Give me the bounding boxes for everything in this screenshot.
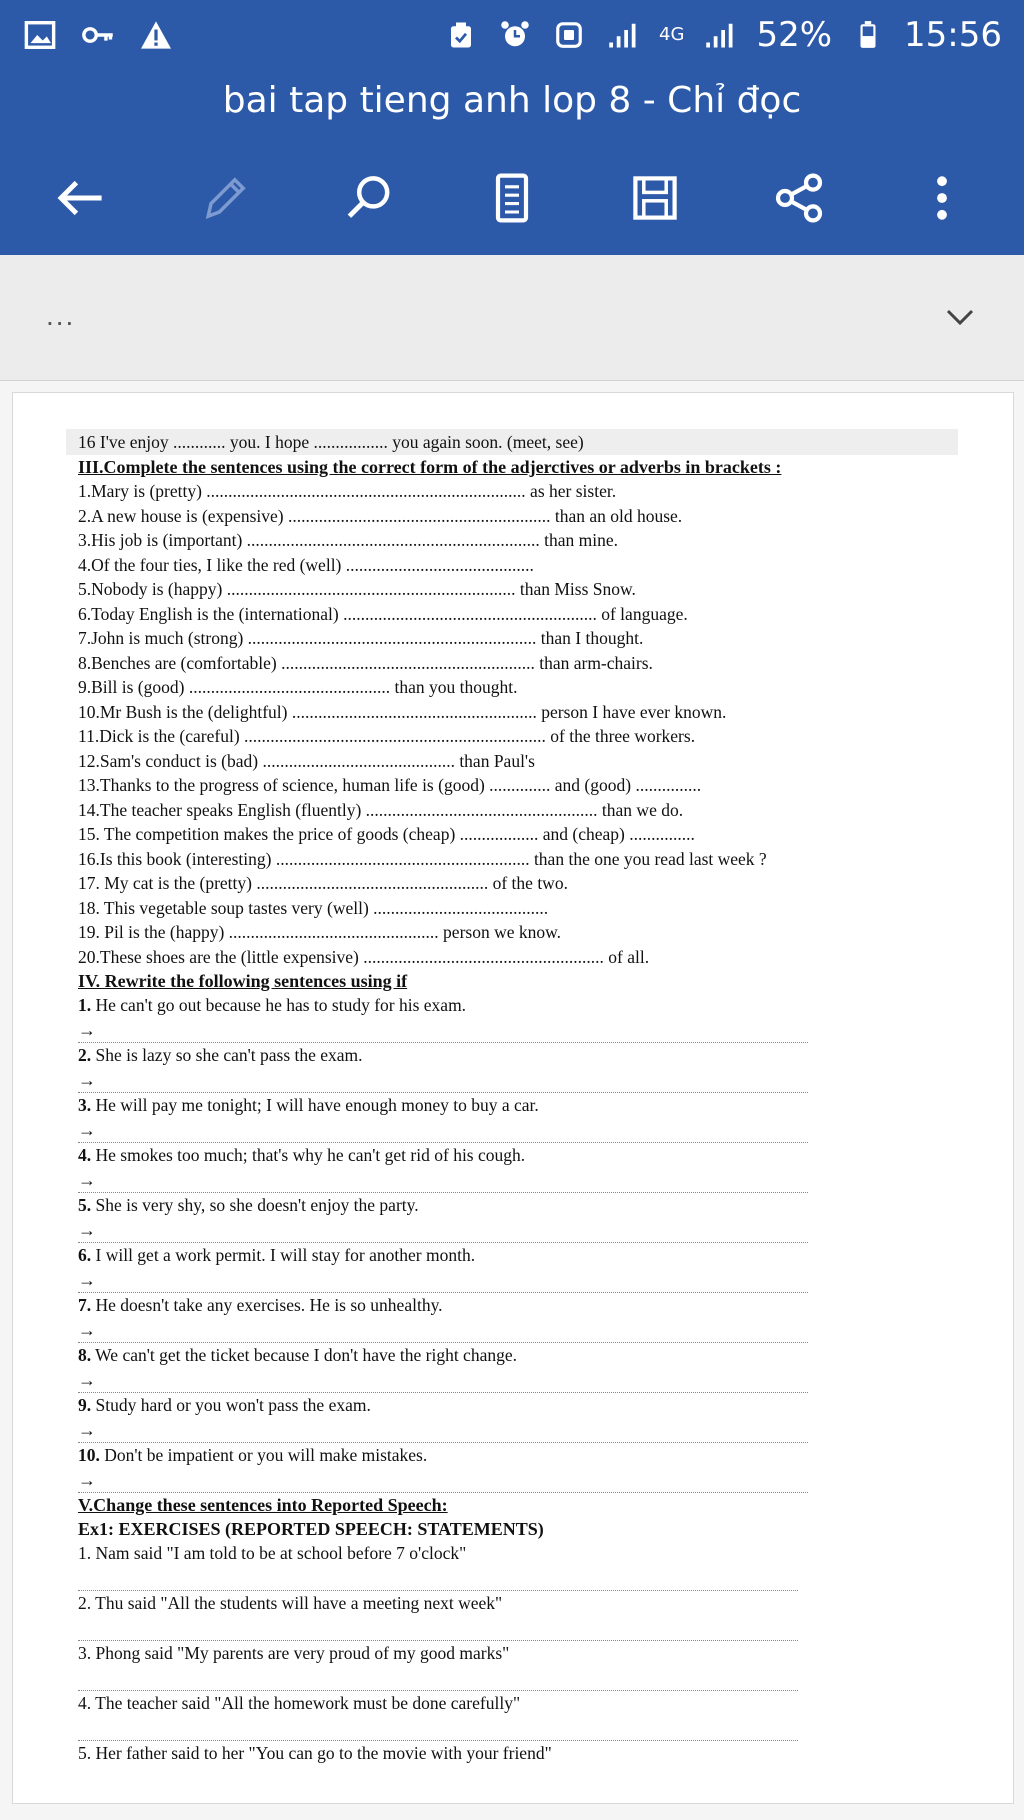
question-number: 5. [78, 1195, 92, 1215]
share-icon [771, 170, 827, 226]
exercise-line: 8.Benches are (comfortable) .......................................................... than arm-chairs. [78, 652, 653, 673]
search-icon [341, 170, 397, 226]
exercise-line: 17. My cat is the (pretty) ..................................................... of the two. [78, 873, 568, 893]
nfc-icon [551, 19, 587, 51]
answer-line: → [78, 1068, 808, 1094]
answer-line: → [78, 1418, 808, 1444]
rewrite-question [78, 1043, 958, 1068]
search-button[interactable] [334, 163, 404, 233]
exercise-line: 7.John is much (strong) .................................................................. than I thought. [78, 628, 644, 648]
question-number: 2. [78, 1045, 92, 1065]
signal-icon [605, 19, 641, 51]
save-alarm-icon [443, 19, 479, 51]
ribbon-bar [0, 255, 1024, 381]
question-number: 3. [78, 1095, 92, 1115]
document-body [78, 429, 958, 1766]
question-text: Study hard or you won't pass the exam. [91, 1395, 371, 1415]
answer-line: → [78, 1468, 808, 1494]
save-icon [627, 170, 683, 226]
rewrite-question [78, 1193, 958, 1218]
toolbar [0, 158, 1024, 238]
question-text: We can't get the ticket because I don't have the right change. [91, 1345, 517, 1365]
rewrite-question [78, 1393, 958, 1418]
document-title: bai tap tieng anh lop 8 - Chỉ đọc [222, 80, 802, 121]
answer-line: → [78, 1118, 808, 1144]
section-5-list [78, 1541, 958, 1766]
exercise-line: 12.Sam's conduct is (bad) ............................................ than Paul's [78, 750, 535, 771]
question-text: Don't be impatient or you will make mistakes. [99, 1445, 428, 1465]
answer-line: → [78, 1018, 808, 1044]
exercise-line: 20.These shoes are the (little expensive) ....................................................... of all. [78, 946, 650, 967]
exercise-line: 16.Is this book (interesting) .......................................................... than the one you read last week ? [78, 848, 767, 869]
question-number: 10. [78, 1445, 100, 1465]
question-number: 4. [78, 1145, 92, 1165]
answer-line: → [78, 1218, 808, 1244]
question-number: 8. [78, 1345, 92, 1365]
rewrite-question [78, 993, 958, 1018]
alarm-icon [497, 19, 533, 51]
reading-mode-icon [484, 170, 540, 226]
warning-icon [138, 19, 174, 51]
section-heading-3: III.Complete the sentences using the correct form of the adjerctives or adverbs in brackets : [78, 457, 782, 477]
question-number: 6. [78, 1245, 92, 1265]
question-text: He can't go out because he has to study for his exam. [91, 995, 467, 1015]
gallery-icon [22, 19, 58, 51]
exercise-line: 19. Pil is the (happy) ................................................ person we know. [78, 922, 561, 942]
save-button[interactable] [620, 163, 690, 233]
answer-line [78, 1616, 798, 1642]
rewrite-question [78, 1443, 958, 1468]
answer-line [78, 1666, 798, 1692]
section-4-list [78, 993, 958, 1493]
back-button[interactable] [47, 163, 117, 233]
reported-speech-item: 1. Nam said "I am told to be at school before 7 o'clock" [78, 1543, 467, 1563]
exercise-line: 10.Mr Bush is the (delightful) ........................................................ person I have ever known. [78, 701, 727, 722]
back-arrow-icon [54, 170, 110, 226]
exercise-line: 13.Thanks to the progress of science, human life is (good) .............. and (good) ............... [78, 775, 702, 795]
rewrite-question [78, 1143, 958, 1168]
section-heading-4: IV. Rewrite the following sentences using if [78, 971, 408, 991]
question-number: 9. [78, 1395, 92, 1415]
clock: 15:56 [904, 15, 1002, 55]
ribbon-more[interactable]: ... [46, 300, 76, 331]
status-bar [0, 0, 1024, 70]
question-number: 1. [78, 995, 92, 1015]
signal-icon-2 [702, 19, 738, 51]
more-options-button[interactable] [907, 163, 977, 233]
section-3-list [78, 479, 958, 969]
battery-percent: 52% [756, 15, 833, 55]
answer-line: → [78, 1168, 808, 1194]
answer-line [78, 1566, 798, 1592]
reading-mode-button[interactable] [477, 163, 547, 233]
exercise-line: 11.Dick is the (careful) ..................................................................... of the three workers. [78, 726, 696, 746]
exercise-line: 3.His job is (important) ................................................................... than mine. [78, 530, 619, 550]
rewrite-question [78, 1343, 958, 1368]
exercise-line: 5.Nobody is (happy) .................................................................. than Miss Snow. [78, 579, 636, 599]
rewrite-question [78, 1293, 958, 1318]
text-line: 16 I've enjoy ............ you. I hope ................. you again soon. (meet, see) [66, 429, 958, 455]
edit-pencil-icon [197, 170, 253, 226]
rewrite-question [78, 1243, 958, 1268]
answer-line: → [78, 1268, 808, 1294]
exercise-line: 9.Bill is (good) .............................................. than you thought. [78, 677, 518, 697]
document-page[interactable] [12, 392, 1014, 1804]
network-type: 4G [659, 24, 685, 45]
exercise-line: 18. This vegetable soup tastes very (well) ........................................ [78, 897, 549, 918]
question-text: She is very shy, so she doesn't enjoy the party. [91, 1195, 419, 1215]
answer-line: → [78, 1318, 808, 1344]
battery-icon [850, 19, 886, 51]
exercise-line: 14.The teacher speaks English (fluently) ..................................................... than we do. [78, 799, 684, 820]
question-text: I will get a work permit. I will stay for another month. [91, 1245, 476, 1265]
exercise-subheading: Ex1: EXERCISES (REPORTED SPEECH: STATEMENTS) [78, 1519, 544, 1539]
rewrite-question [78, 1093, 958, 1118]
app-header [0, 70, 1024, 255]
reported-speech-item: 2. Thu said "All the students will have a meeting next week" [78, 1593, 503, 1613]
more-options-icon [914, 170, 970, 226]
edit-button[interactable] [190, 163, 260, 233]
status-left [0, 19, 174, 51]
share-button[interactable] [764, 163, 834, 233]
exercise-line: 6.Today English is the (international) .......................................................... of language. [78, 603, 688, 624]
exercise-line: 2.A new house is (expensive) ............................................................ than an old house. [78, 505, 683, 526]
exercise-line: 1.Mary is (pretty) ......................................................................... as her sister. [78, 481, 617, 501]
expand-ribbon-button[interactable] [940, 297, 980, 337]
key-icon [80, 19, 116, 51]
reported-speech-item: 3. Phong said "My parents are very proud of my good marks" [78, 1643, 510, 1663]
answer-line: → [78, 1368, 808, 1394]
answer-line [78, 1716, 798, 1742]
section-heading-5: V.Change these sentences into Reported Speech: [78, 1495, 448, 1515]
question-number: 7. [78, 1295, 92, 1315]
chevron-down-icon [940, 297, 980, 337]
exercise-line: 15. The competition makes the price of goods (cheap) .................. and (cheap) ............... [78, 824, 695, 844]
question-text: He doesn't take any exercises. He is so unhealthy. [91, 1295, 443, 1315]
question-text: He will pay me tonight; I will have enough money to buy a car. [91, 1095, 539, 1115]
status-right [443, 15, 1024, 55]
question-text: He smokes too much; that's why he can't get rid of his cough. [91, 1145, 526, 1165]
question-text: She is lazy so she can't pass the exam. [91, 1045, 363, 1065]
reported-speech-item: 4. The teacher said "All the homework must be done carefully" [78, 1693, 521, 1713]
reported-speech-item: 5. Her father said to her "You can go to the movie with your friend" [78, 1743, 552, 1763]
exercise-line: 4.Of the four ties, I like the red (well) ........................................... [78, 554, 534, 575]
